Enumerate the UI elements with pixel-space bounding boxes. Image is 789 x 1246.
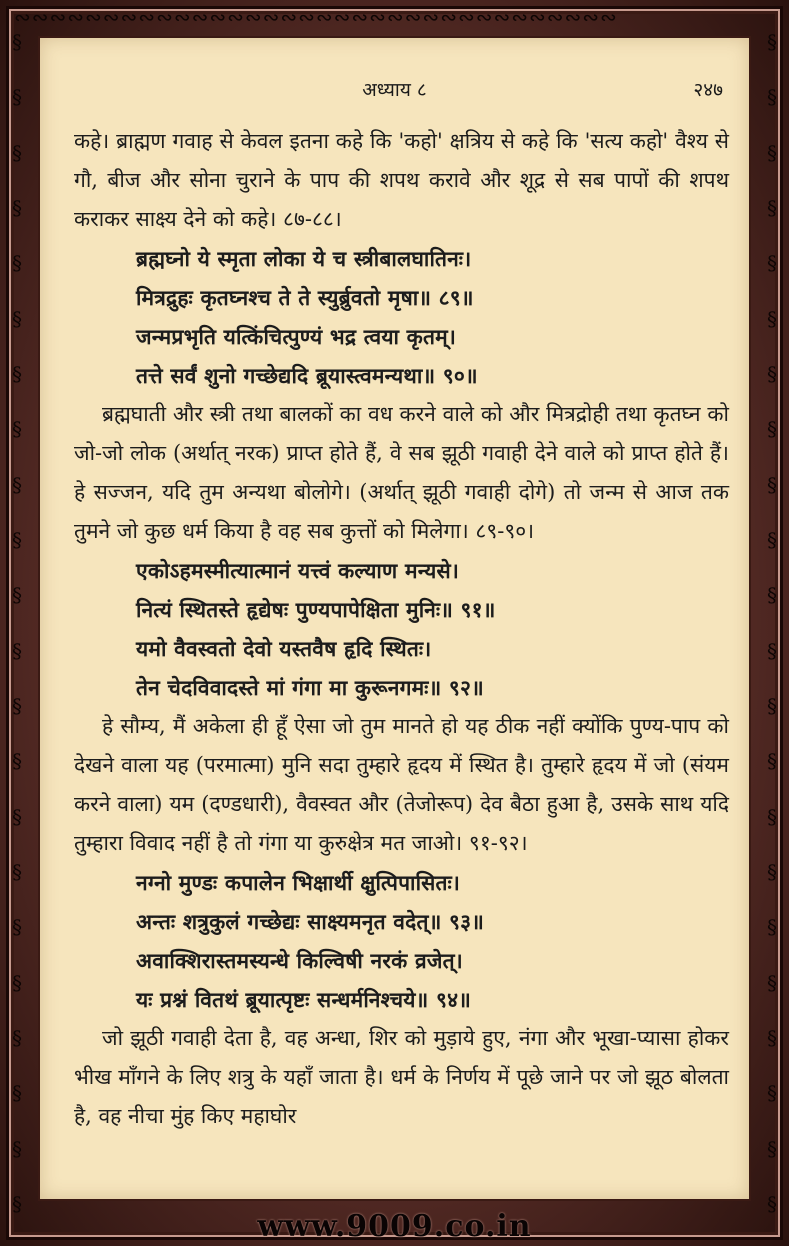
prose-paragraph: कहे। ब्राह्मण गवाह से केवल इतना कहे कि 'कहो' क्षत्रिय से कहे कि 'सत्य कहो' वैश्य से गौ, बीज और सोना चुराने के पाप की शपथ करावे और शूद्र से सब पापों की शपथ कराकर साक्ष्य देने को कहे। ८७-८८। [74,129,729,231]
scroll-ornament: § [767,1081,777,1106]
scroll-ornament: § [767,306,777,331]
scroll-ornament: § [767,361,777,386]
scroll-ornament: § [767,195,777,220]
scroll-ornament: § [12,1025,22,1050]
page-header [40,76,749,106]
book-page [38,36,751,1201]
scroll-ornament: § [767,859,777,884]
scroll-ornament: § [12,472,22,497]
verse-line: मित्रद्रुहः कृतघ्नश्च ते ते स्युर्ब्रुवतो मृषा॥ ८९॥ [136,285,474,310]
scroll-ornament: § [767,140,777,165]
scroll-ornament: § [767,1191,777,1216]
frame-right-ornament [761,30,783,1216]
website-watermark: www.9009.co.in [257,1209,532,1244]
prose-paragraph: जो झूठी गवाही देता है, वह अन्धा, शिर को मुड़ाये हुए, नंगा और भूखा-प्यासा होकर भीख माँगने के लिए शत्रु के यहाँ जाता है। धर्म के निर्णय में पूछे जाने पर जो झूठ बोलता है, वह नीचा मुंह किए महाघोर [74,1026,729,1128]
scroll-ornament: § [12,306,22,331]
verse-line: यः प्रश्नं वितथं ब्रूयात्पृष्टः सन्धर्मनिश्चये॥ ९४॥ [136,987,471,1012]
scroll-ornament: § [12,693,22,718]
scroll-ornament: § [767,804,777,829]
verse-line: तत्ते सर्वं शुनो गच्छेद्यदि ब्रूयास्त्वमन्यथा॥ ९०॥ [136,363,478,388]
scroll-ornament: § [12,85,22,110]
scroll-ornament: § [767,749,777,774]
scroll-ornament: § [12,251,22,276]
verse-line: यमो वैवस्वतो देवो यस्तवैष हृदि स्थितः। [136,636,432,661]
scroll-ornament: § [767,251,777,276]
scroll-ornament: § [12,970,22,995]
scroll-ornament: § [767,638,777,663]
scroll-ornament: § [767,472,777,497]
scroll-ornament: § [12,749,22,774]
prose-paragraph: हे सौम्य, मैं अकेला ही हूँ ऐसा जो तुम मानते हो यह ठीक नहीं क्योंकि पुण्य-पाप को देखने वाला यह (परमात्मा) मुनि सदा तुम्हारे हृदय में स्थित है। तुम्हारे हृदय में जो (संयम करने वाला) यम (दण्डधारी), वैवस्वत और (तेजोरूप) देव बैठा हुआ है, उसके साथ यदि तुम्हारा विवाद नहीं है तो गंगा या कुरुक्षेत्र मत जाओ। ९१-९२। [74,714,729,855]
scroll-ornament: § [12,361,22,386]
scroll-ornament: § [12,1191,22,1216]
chapter-title: अध्याय ८ [362,79,427,101]
verse-line: अन्तः शत्रुकुलं गच्छेद्यः साक्ष्यमनृत वदेत्॥ ९३॥ [136,909,484,934]
scroll-ornament: § [12,30,22,54]
page-content [74,122,729,1136]
scroll-ornament: § [12,1136,22,1161]
scroll-ornament: § [12,804,22,829]
scroll-ornament: § [767,583,777,608]
verse-line: ब्रह्मघ्नो ये स्मृता लोका ये च स्त्रीबालघातिनः। [136,246,472,271]
scroll-ornament: § [12,1081,22,1106]
frame-top-ornament: ∾∾∾∾∾∾∾∾∾∾∾∾∾∾∾∾∾∾∾∾∾∾∾∾∾∾∾∾∾∾∾∾∾∾ [14,6,618,28]
scroll-ornament: § [767,417,777,442]
verse-line: जन्मप्रभृति यत्किंचित्पुण्यं भद्र त्वया कृतम्। [136,324,457,349]
frame-left-ornament [6,30,28,1216]
verse-line: अवाक्शिरास्तमस्यन्धे किल्विषी नरकं व्रजेत्। [136,948,463,973]
scroll-ornament: § [12,583,22,608]
scroll-ornament: § [12,195,22,220]
page-number: २४७ [693,79,723,101]
scroll-ornament: § [12,417,22,442]
verse-line: एकोऽहमस्मीत्यात्मानं यत्त्वं कल्याण मन्यसे। [136,558,460,583]
scroll-ornament: § [767,30,777,54]
scroll-ornament: § [767,527,777,552]
scroll-ornament: § [767,1136,777,1161]
scroll-ornament: § [767,85,777,110]
prose-paragraph: ब्रह्मघाती और स्त्री तथा बालकों का वध करने वाले को और मित्रद्रोही तथा कृतघ्न को जो-जो लोक (अर्थात् नरक) प्राप्त होते हैं, वे सब झूठी गवाही देने वाले को प्राप्त होते हैं। हे सज्जन, यदि तुम अन्यथा बोलोगे। (अर्थात् झूठी गवाही दोगे) तो जन्म से आज तक तुमने जो कुछ धर्म किया है वह सब कुत्तों को मिलेगा। ८९-९०। [74,402,729,543]
scroll-ornament: § [12,859,22,884]
scroll-ornament: § [767,970,777,995]
scroll-ornament: § [12,527,22,552]
scroll-ornament: § [12,140,22,165]
scroll-ornament: § [12,915,22,940]
scroll-ornament: § [767,915,777,940]
verse-line: नित्यं स्थितस्ते हृद्येषः पुण्यपापेक्षिता मुनिः॥ ९१॥ [136,597,496,622]
scroll-ornament: § [12,638,22,663]
verse-line: नग्नो मुण्डः कपालेन भिक्षार्थी क्षुत्पिपासितः। [136,870,461,895]
scroll-ornament: § [767,1025,777,1050]
scroll-ornament: § [767,693,777,718]
verse-line: तेन चेदविवादस्ते मां गंगा मा कुरूनगमः॥ ९२॥ [136,675,484,700]
